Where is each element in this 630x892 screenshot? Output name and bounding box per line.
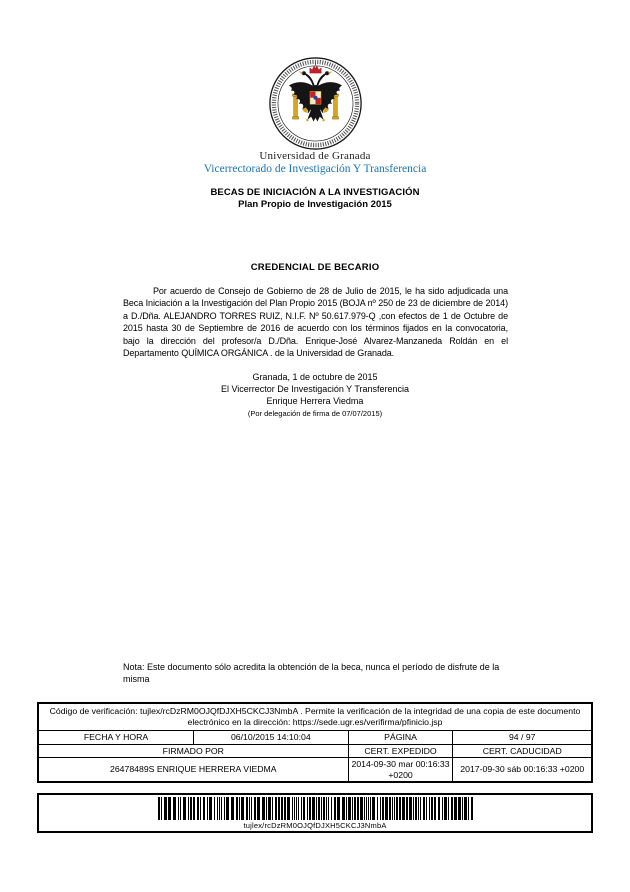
university-name: Universidad de Granada: [259, 150, 371, 162]
cert-expedido-value: 2014-09-30 mar 00:16:33 +0200: [348, 758, 453, 782]
fecha-hora-value: 06/10/2015 14:10:04: [194, 731, 349, 745]
signature-name: Enrique Herrera Viedma: [266, 396, 364, 407]
verification-code-line: Código de verificación: tujlex/rcDzRM0OJQfDJXH5CKCJ3NmbA . Permite la verificación de la integridad de una copia de este documento electrónico en la dirección: https://sede.ugr.es/verifirma/pfinicio.jsp: [49, 706, 581, 727]
verification-box: [37, 702, 593, 783]
barcode-caption: tujlex/rcDzRM0OJQfDJXH5CKCJ3NmbA: [243, 820, 387, 830]
cert-caducidad-value: 2017-09-30 sáb 00:16:33 +0200: [453, 758, 591, 782]
fecha-hora-label: FECHA Y HORA: [39, 731, 194, 745]
signature-delegation-note: (Por delegación de firma de 07/07/2015): [247, 408, 383, 418]
firmado-por-value: 26478489S ENRIQUE HERRERA VIEDMA: [39, 758, 348, 782]
program-subtitle: Plan Propio de Investigación 2015: [238, 199, 392, 210]
pagina-label: PÁGINA: [348, 731, 453, 745]
signature-role: El Vicerrector De Investigación Y Transferencia: [220, 384, 410, 395]
table-row: [39, 758, 591, 782]
seal-container: [0, 56, 630, 156]
barcode-box: [37, 793, 593, 833]
table-row: [39, 744, 591, 758]
signature-block: [0, 371, 630, 420]
footer-note: Nota: Este documento sólo acredita la obtención de la beca, nunca el período de disfrute de la misma: [123, 662, 500, 684]
cert-caducidad-label: CERT. CADUCIDAD: [453, 744, 591, 758]
ugr-coat-of-arms-icon: [268, 56, 363, 151]
verification-table: [39, 730, 591, 781]
cert-expedido-label: CERT. EXPEDIDO: [348, 744, 453, 758]
program-title: BECAS DE INICIACIÓN A LA INVESTIGACIÓN: [210, 187, 420, 198]
table-row: [39, 731, 591, 745]
vicerrectorado-name: Vicerrectorado de Investigación Y Transferencia: [203, 163, 427, 175]
document-title: CREDENCIAL DE BECARIO: [250, 262, 380, 273]
signature-place-date: Granada, 1 de octubre de 2015: [252, 372, 378, 382]
pagina-value: 94 / 97: [453, 731, 591, 745]
firmado-por-label: FIRMADO POR: [39, 744, 348, 758]
credential-body-paragraph: Por acuerdo de Consejo de Gobierno de 28 de Julio de 2015, le ha sido adjudicada una Beca Iniciación a la Investigación del Plan Propio 2015 (BOJA nº 250 de 23 de diciembre de 2014) a D./Dña. ALEJANDRO TORRES RUIZ, N.I.F. Nº 50.617.979-Q ,con efectos de 1 de Octubre de 2015 hasta 30 de Septiembre de 2016 de acuerdo con los términos fijados en la convocatoria, bajo la dirección del profesor/a D./Dña. Enrique-José Alvarez-Manzaneda Roldán en el Departamento QUÍMICA ORGÁNICA . de la Universidad de Granada.: [123, 286, 508, 359]
barcode: [158, 797, 473, 820]
